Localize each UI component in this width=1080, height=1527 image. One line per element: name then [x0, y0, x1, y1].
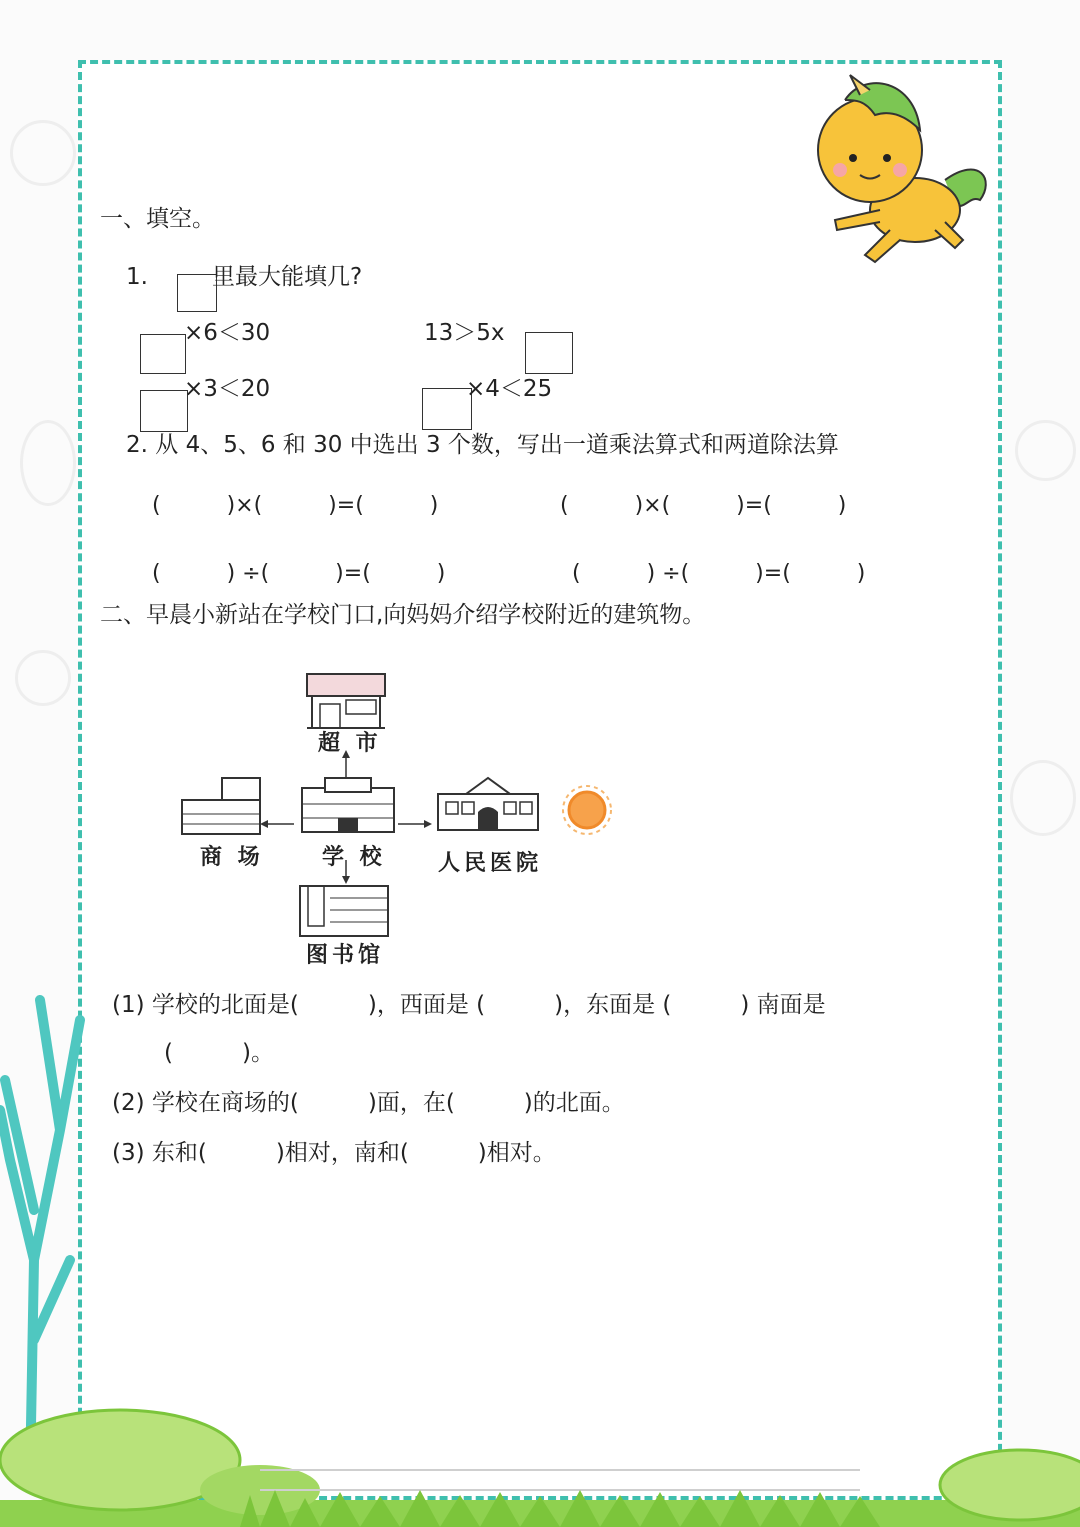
question-2-3: (3) 东和( )相对，南和( )相对。	[112, 1140, 556, 1166]
inequality-2: 13＞5x	[424, 320, 505, 346]
background-doodle	[20, 420, 76, 506]
division-blank[interactable]: ( ) ÷( )=( )	[572, 561, 866, 586]
answer-box[interactable]	[177, 274, 217, 312]
label-library: 图书馆	[306, 942, 385, 968]
section2-title: 二、早晨小新站在学校门口,向妈妈介绍学校附近的建筑物。	[100, 602, 706, 628]
question-2-2: (2) 学校在商场的( )面，在( )的北面。	[112, 1090, 625, 1116]
direction-map	[170, 660, 630, 970]
multiplication-blank[interactable]: ( )×( )=( )	[560, 493, 847, 518]
hospital-building	[438, 778, 538, 830]
grass-border	[0, 1400, 1080, 1527]
inequality-4: ×4＜25	[466, 376, 553, 402]
answer-box[interactable]	[140, 390, 188, 432]
answer-box[interactable]	[525, 332, 573, 374]
question2-prompt: 2. 从 4、5、6 和 30 中选出 3 个数，写出一道乘法算式和两道除法算	[126, 432, 839, 458]
inequality-3: ×3＜20	[184, 376, 271, 402]
background-doodle	[10, 120, 76, 186]
multiplication-blank[interactable]: ( )×( )=( )	[152, 493, 439, 518]
mall-building	[182, 778, 260, 834]
label-supermarket: 超 市	[318, 730, 382, 756]
answer-box[interactable]	[140, 334, 186, 374]
label-hospital: 人民医院	[438, 850, 543, 876]
background-doodle	[1015, 420, 1076, 481]
question1-prompt: 里最大能填几?	[212, 264, 363, 290]
question-2-1-line1: (1) 学校的北面是( )，西面是 ( )，东面是 ( ) 南面是	[112, 992, 826, 1018]
inequality-1: ×6＜30	[184, 320, 271, 346]
division-blank[interactable]: ( ) ÷( )=( )	[152, 561, 446, 586]
unicorn-illustration	[805, 70, 995, 270]
answer-box[interactable]	[422, 388, 472, 430]
library-building	[300, 886, 388, 936]
question1-number: 1.	[126, 264, 148, 290]
question-2-1-line2: ( )。	[164, 1040, 274, 1066]
background-doodle	[15, 650, 71, 706]
sun-icon	[563, 786, 611, 834]
supermarket-building	[307, 674, 385, 728]
background-doodle	[1010, 760, 1076, 836]
school-building	[302, 778, 394, 832]
label-mall: 商 场	[200, 844, 264, 870]
section1-title: 一、填空。	[100, 206, 215, 232]
label-school: 学 校	[322, 844, 386, 870]
